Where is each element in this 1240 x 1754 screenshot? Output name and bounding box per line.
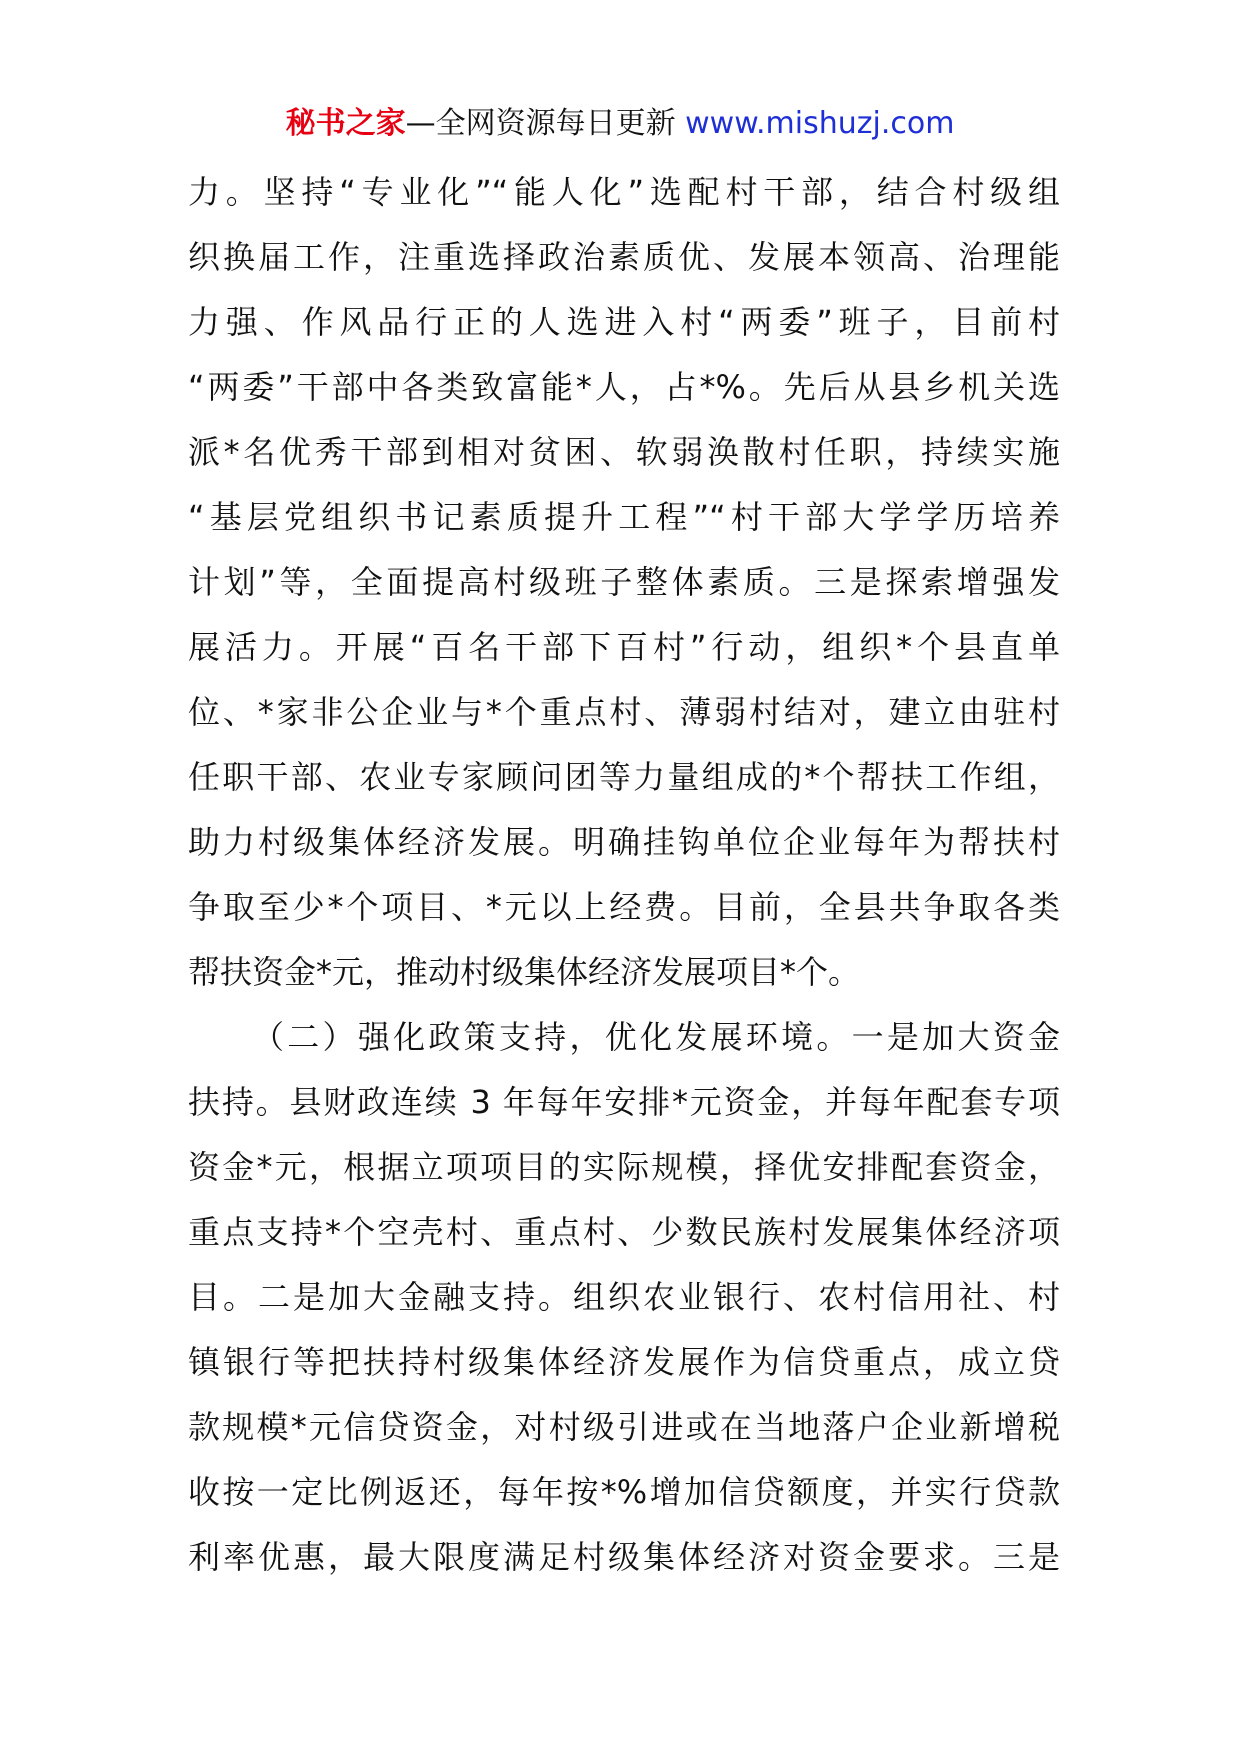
website-link[interactable]: www.mishuzj.com — [685, 106, 955, 141]
text-line: “基层党组织书记素质提升工程”“村干部大学学历培养 — [188, 498, 1060, 536]
page-header — [0, 98, 1240, 150]
text-line: 利率优惠，最大限度满足村级集体经济对资金要求。三是 — [188, 1538, 1060, 1576]
text-line: 任职干部、农业专家顾问团等力量组成的*个帮扶工作组， — [188, 758, 1060, 796]
text-line: 织换届工作，注重选择政治素质优、发展本领高、治理能 — [188, 238, 1060, 276]
text-line: 争取至少*个项目、*元以上经费。目前，全县共争取各类 — [188, 888, 1060, 926]
text-line: 助力村级集体经济发展。明确挂钩单位企业每年为帮扶村 — [188, 823, 1060, 861]
text-line: 力。坚持“专业化”“能人化”选配村干部，结合村级组 — [188, 173, 1060, 211]
text-line: 计划”等，全面提高村级班子整体素质。三是探索增强发 — [188, 563, 1060, 601]
text-line: 重点支持*个空壳村、重点村、少数民族村发展集体经济项 — [188, 1213, 1060, 1251]
text-line: 款规模*元信贷资金，对村级引进或在当地落户企业新增税 — [188, 1408, 1060, 1446]
text-line: 资金*元，根据立项项目的实际规模，择优安排配套资金， — [188, 1148, 1060, 1186]
text-line: 镇银行等把扶持村级集体经济发展作为信贷重点，成立贷 — [188, 1343, 1060, 1381]
text-line: 收按一定比例返还，每年按*%增加信贷额度，并实行贷款 — [188, 1473, 1060, 1511]
text-line: 力强、作风品行正的人选进入村“两委”班子，目前村 — [188, 303, 1060, 341]
text-line: 展活力。开展“百名干部下百村”行动，组织*个县直单 — [188, 628, 1060, 666]
text-line: 目。二是加大金融支持。组织农业银行、农村信用社、村 — [188, 1278, 1060, 1316]
header-separator: — — [405, 106, 436, 141]
text-line: 位、*家非公企业与*个重点村、薄弱村结对，建立由驻村 — [188, 693, 1060, 731]
paragraph-start-line: （二）强化政策支持，优化发展环境。一是加大资金 — [252, 1018, 1060, 1056]
brand-name: 秘书之家 — [285, 106, 406, 141]
document-body — [188, 160, 1060, 1590]
header-tagline: 全网资源每日更新 — [435, 106, 676, 141]
text-line: “两委”干部中各类致富能*人，占*%。先后从县乡机关选 — [188, 368, 1060, 406]
text-line: 扶持。县财政连续 3 年每年安排*元资金，并每年配套专项 — [188, 1083, 1060, 1121]
paragraph-end-line: 帮扶资金*元，推动村级集体经济发展项目*个。 — [188, 953, 861, 991]
text-line: 派*名优秀干部到相对贫困、软弱涣散村任职，持续实施 — [188, 433, 1060, 471]
